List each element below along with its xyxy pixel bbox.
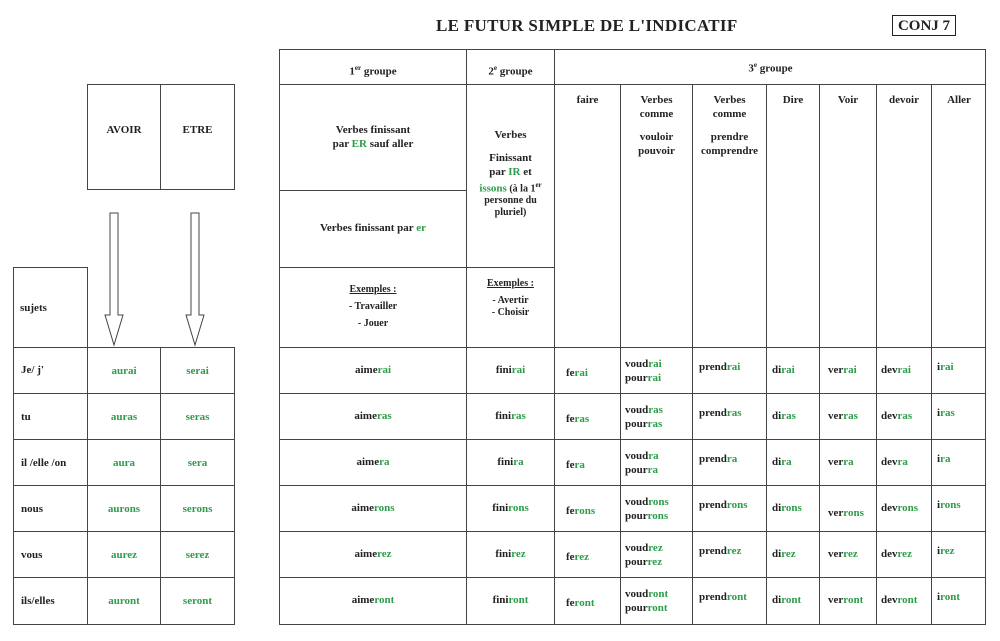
prendre-form: prendront — [699, 591, 747, 603]
arrow-down-icon — [104, 212, 124, 347]
devoir-form: devrai — [881, 364, 911, 376]
voir-form: verrez — [828, 548, 858, 560]
aller-form: iront — [937, 591, 961, 603]
subject-ils: ils/elles — [21, 595, 55, 607]
aller-form: irons — [937, 499, 961, 511]
faire-form: feras — [566, 413, 590, 425]
faire-form: feront — [566, 597, 595, 609]
devoir-form: devrez — [881, 548, 912, 560]
dire-form: diras — [772, 410, 796, 422]
group1-form: aimerai — [354, 364, 392, 376]
avoir-form: aurez — [110, 549, 138, 561]
etre-form: seront — [182, 595, 213, 607]
devoir-form: devrons — [881, 502, 919, 514]
etre-form: seras — [185, 411, 210, 423]
etre-form: sera — [187, 457, 208, 469]
avoir-form: auras — [110, 411, 138, 423]
voir-form: verrons — [828, 507, 864, 519]
prendre-form: prendrons — [699, 499, 748, 511]
etre-form: serez — [185, 549, 210, 561]
voir-form: verra — [828, 456, 854, 468]
pouvoir-form: pourras — [625, 418, 663, 430]
etre-form: serai — [186, 365, 209, 377]
faire-form: ferons — [566, 505, 596, 517]
subjects-label: sujets — [20, 302, 47, 314]
lesson-code: CONJ 7 — [892, 15, 956, 36]
group3-header: 3e groupe — [748, 61, 793, 75]
group2-form: finirai — [495, 364, 526, 376]
prendre-form: prendras — [699, 407, 742, 419]
subjects-table — [13, 347, 235, 625]
group2-desc: Verbes Finissant par IR et issons (à la 1er personne du pluriel) — [479, 129, 542, 219]
vouloir-form: voudront — [625, 588, 669, 600]
group1-header: 1er groupe — [349, 64, 397, 78]
aller-form: iras — [937, 407, 955, 419]
avoir-form: aurons — [107, 503, 141, 515]
dire-form: direz — [772, 548, 796, 560]
avoir-form: auront — [108, 595, 140, 607]
group2-form: finirons — [492, 502, 529, 514]
group1-form: aimerons — [351, 502, 395, 514]
dire-form: dira — [772, 456, 792, 468]
group1-form: aimeras — [354, 410, 392, 422]
col-vouloir: Verbes comme vouloir pouvoir — [638, 94, 675, 157]
dire-form: dirons — [772, 502, 802, 514]
vouloir-form: voudrez — [625, 542, 663, 554]
vouloir-form: voudras — [625, 404, 663, 416]
vouloir-form: voudrai — [625, 358, 662, 370]
group2-form: finiras — [495, 410, 526, 422]
avoir-form: aurai — [111, 365, 137, 377]
voir-form: verras — [828, 410, 858, 422]
subject-je: Je/ j' — [21, 364, 44, 376]
col-prendre: Verbes comme prendre comprendre — [700, 94, 759, 157]
group2-examples: Exemples : - Avertir - Choisir — [487, 278, 534, 318]
group2-form: finiront — [492, 594, 529, 606]
group1-form: aimeront — [351, 594, 395, 606]
aller-form: irez — [937, 545, 955, 557]
devoir-form: devra — [881, 456, 908, 468]
dire-form: dirai — [772, 364, 795, 376]
page-title: LE FUTUR SIMPLE DE L'INDICATIF — [436, 16, 738, 35]
col-devoir: devoir — [889, 94, 919, 106]
faire-form: fera — [566, 459, 585, 471]
vouloir-form: voudra — [625, 450, 659, 462]
devoir-form: devront — [881, 594, 918, 606]
dire-form: diront — [772, 594, 802, 606]
aux-header-box — [87, 84, 235, 190]
group1-desc-2: Verbes finissant par er — [319, 222, 427, 234]
prendre-form: prendrai — [699, 361, 741, 373]
pouvoir-form: pourrez — [625, 556, 663, 568]
voir-form: verrai — [828, 364, 857, 376]
col-dire: Dire — [782, 94, 804, 106]
group1-form: aimera — [356, 456, 390, 468]
group2-form: finirez — [495, 548, 526, 560]
arrow-down-icon — [185, 212, 205, 347]
group1-form: aimerez — [354, 548, 392, 560]
group2-form: finira — [497, 456, 524, 468]
etre-header: ETRE — [182, 124, 213, 136]
pouvoir-form: pourrai — [625, 372, 662, 384]
avoir-form: aura — [113, 457, 135, 469]
col-voir: Voir — [837, 94, 859, 106]
faire-form: ferai — [566, 367, 588, 379]
subject-tu: tu — [21, 411, 31, 423]
group1-examples: Exemples : - Travailler - Jouer — [348, 284, 398, 329]
subject-vous: vous — [21, 549, 43, 561]
faire-form: ferez — [566, 551, 589, 563]
vouloir-form: voudrons — [625, 496, 669, 508]
avoir-header: AVOIR — [106, 124, 142, 136]
voir-form: verront — [828, 594, 864, 606]
aller-form: ira — [937, 453, 951, 465]
subject-il: il /elle /on — [21, 457, 67, 469]
group1-desc-1: Verbes finissant par ER sauf aller — [332, 124, 414, 150]
aller-form: irai — [937, 361, 954, 373]
subject-nous: nous — [21, 503, 44, 515]
pouvoir-form: pourront — [625, 602, 668, 614]
pouvoir-form: pourra — [625, 464, 659, 476]
devoir-form: devras — [881, 410, 913, 422]
group2-header: 2e groupe — [488, 64, 533, 78]
prendre-form: prendra — [699, 453, 738, 465]
col-faire: faire — [576, 94, 599, 106]
etre-form: serons — [182, 503, 213, 515]
pouvoir-form: pourrons — [625, 510, 669, 522]
prendre-form: prendrez — [699, 545, 742, 557]
col-aller: Aller — [947, 94, 971, 106]
